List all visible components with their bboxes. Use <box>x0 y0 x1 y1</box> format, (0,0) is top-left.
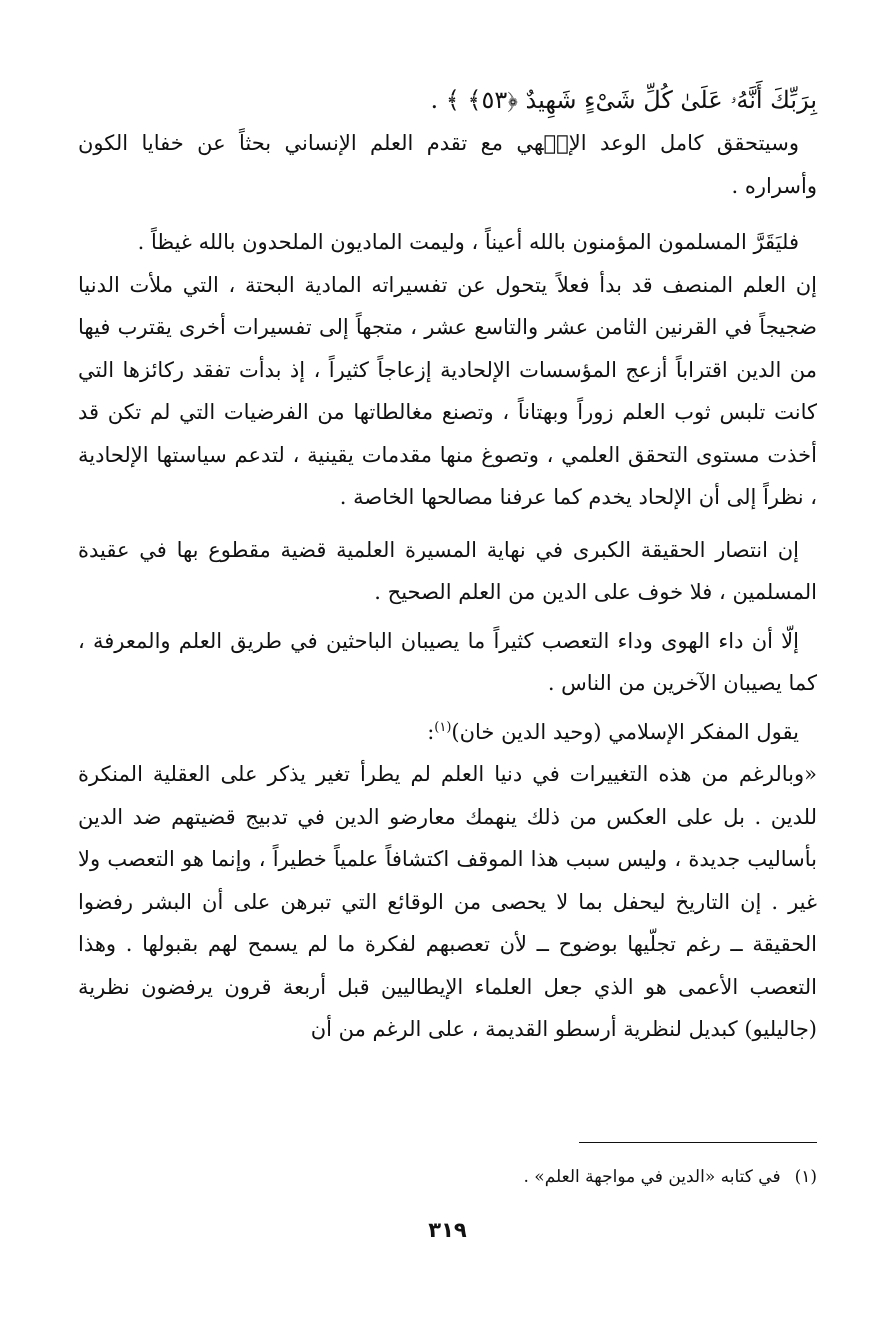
main-text <box>78 78 817 1051</box>
paragraph-3: إن العلم المنصف قد بدأ فعلاً يتحول عن تفسيراته المادية البحتة ، التي ملأت الدنيا ضجيجاً في القرنين الثامن عشر والتاسع عشر ، متجهاً إلى تفسيرات أخرى يقترب فيها من الدين اقتراباً أزعج المؤسسات الإلحادية إزعاجاً كثيراً ، إذ بدأت تفقد ركائزها التي كانت تلبس ثوب العلم زوراً وبهتاناً ، وتصنع مغالطاتها من الفرضيات التي لم تكن قد أخذت مستوى التحقق العلمي ، وتصوغ منها مقدمات يقينية ، لتدعم سياستها الإلحادية ، نظراً إلى أن الإلحاد يخدم كما عرفنا مصالحها الخاصة . <box>78 272 817 509</box>
paragraph-6-text: يقول المفكر الإسلامي (وحيد الدين خان) <box>451 719 799 744</box>
paragraph-7-quote: «وبالرغم من هذه التغييرات في دنيا العلم لم يطرأ تغير يذكر على العقلية المنكرة للدين . بل على العكس من ذلك ينهمك معارضو الدين في تدبيج قضيتهم ضد الدين بأساليب جديدة ، وليس سبب هذا الموقف اكتشافاً علمياً خطيراً ، وإنما هو التعصب ولا غير . إن التاريخ ليحفل بما لا يحصى من الوقائع التي تبرهن على أن البشر رفضوا الحقيقة ــ رغم تجلّيها بوضوح ــ لأن تعصبهم لفكرة ما لم يسمح لهم بقبولها . وهذا التعصب الأعمى هو الذي جعل العلماء الإيطاليين قبل أربعة قرون يرفضون نظرية (جاليليو) كبديل لنظرية أرسطو القديمة ، على الرغم من أن <box>78 762 817 1041</box>
footnote-number: (١) <box>794 1167 817 1187</box>
paragraph-4: إن انتصار الحقيقة الكبرى في نهاية المسيرة العلمية قضية مقطوع بها في عقيدة المسلمين ، فلا خوف على الدين من العلم الصحيح . <box>78 537 817 604</box>
footnote-reference[interactable]: (١) <box>434 719 452 735</box>
paragraph-5: إلّا أن داء الهوى وداء التعصب كثيراً ما يصيبان الباحثين في طريق العلم والمعرفة ، كما يصيبان الآخرين من الناس . <box>78 628 817 695</box>
footnote-separator <box>579 1142 817 1143</box>
footnote-text: في كتابه «الدين في مواجهة العلم» . <box>523 1167 781 1187</box>
quran-verse-fragment: بِرَبِّكَ أَنَّهُۥ عَلَىٰ كُلِّ شَىْءٍ شَهِيدٌ ﴿٥٣﴾ ﴾ . <box>430 86 817 114</box>
paragraph-1: وسيتحقق كامل الوعد الإلۤهي مع تقدم العلم الإنساني بحثاً عن خفايا الكون وأسراره . <box>78 131 817 198</box>
paragraph-2: فليَقَرَّ المسلمون المؤمنون بالله أعيناً ، وليمت الماديون الملحدون بالله غيظاً . <box>137 230 799 254</box>
paragraph-6 <box>78 711 817 754</box>
paragraph-6-suffix: : <box>427 719 435 744</box>
page-number: ٣١٩ <box>428 1218 467 1242</box>
footnote <box>78 1164 817 1190</box>
